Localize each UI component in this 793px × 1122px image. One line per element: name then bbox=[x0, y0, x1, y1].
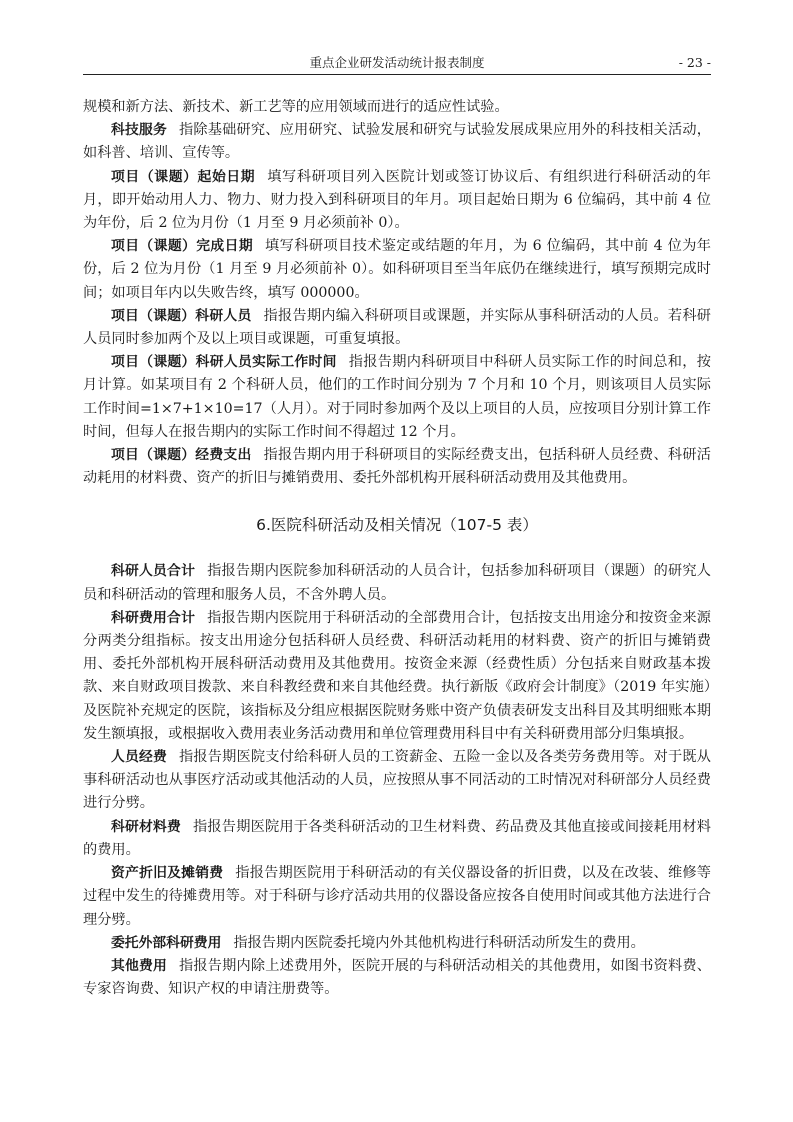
definition-term: 资产折旧及摊销费 bbox=[111, 865, 224, 882]
definition-term: 项目（课题）完成日期 bbox=[111, 238, 254, 255]
definition-term: 科研材料费 bbox=[111, 818, 182, 835]
definition-term: 项目（课题）科研人员实际工作时间 bbox=[111, 354, 337, 371]
definition-text: 填写科研项目列入医院计划或签订协议后、有组织进行科研活动的年月，即开始动用人力、物力、财力投入到科研项目的年月。项目起始日期为 6 位编码，其中前 4 位为年份，后 2 位为月份（1 月至 9 月必须前补 0）。 bbox=[83, 168, 711, 232]
page-header bbox=[83, 54, 711, 72]
definition-text: 指报告期内医院用于科研活动的全部费用合计，包括按支出用途分和按资金来源分两类分组指标。按支出用途分包括科研人员经费、科研活动耗用的材料费、资产的折旧与摊销费用、委托外部机构开展科研活动费用及其他费用。按资金来源（经费性质）分包括来自财政基本拨款、来自财政项目拨款、来自科教经费和来自其他经费。执行新版《政府会计制度》（2019 年实施）及医院补充规定的医院，该指标及分组应根据医院财务账中资产负债表研发支出科目及其明细账本期发生额填报，或根据收入费用表业务活动费用和单位管理费用科目中有关科研费用部分归集填报。 bbox=[83, 609, 711, 742]
definition-text: 指报告期内编入科研项目或课题，并实际从事科研活动的人员。若科研人员同时参加两个及以上项目或课题，可重复填报。 bbox=[83, 307, 711, 348]
definition-paragraph bbox=[83, 862, 711, 932]
definition-term: 项目（课题）经费支出 bbox=[111, 447, 252, 464]
definition-text: 指除基础研究、应用研究、试验发展和研究与试验发展成果应用外的科技相关活动，如科普、培训、宣传等。 bbox=[83, 122, 711, 162]
definition-paragraph bbox=[83, 816, 711, 862]
page-number: - 23 - bbox=[678, 55, 711, 70]
definition-term: 科研费用合计 bbox=[111, 609, 196, 626]
definition-paragraph bbox=[83, 932, 711, 955]
definition-term: 科技服务 bbox=[111, 122, 167, 139]
definition-term: 项目（课题）科研人员 bbox=[111, 307, 252, 324]
definition-text: 指报告期内医院委托境内外其他机构进行科研活动所发生的费用。 bbox=[233, 934, 645, 951]
definition-paragraph bbox=[83, 351, 711, 444]
definition-paragraph bbox=[83, 444, 711, 490]
definition-text: 指报告期医院用于各类科研活动的卫生材料费、药品费及其他直接或间接耗用材料的费用。 bbox=[83, 818, 711, 858]
definition-term: 项目（课题）起始日期 bbox=[111, 168, 256, 185]
definition-term: 科研人员合计 bbox=[111, 563, 196, 580]
definition-term: 委托外部科研费用 bbox=[111, 934, 222, 951]
definition-text: 指报告期医院支付给科研人员的工资薪金、五险一金以及各类劳务费用等。对于既从事科研活动也从事医疗活动或其他活动的人员，应按照从事不同活动的工时情况对科研部分人员经费进行分劈。 bbox=[83, 749, 711, 812]
header-rule bbox=[83, 74, 711, 75]
definition-paragraph bbox=[83, 746, 711, 816]
definition-paragraph bbox=[83, 119, 711, 165]
definition-paragraph bbox=[83, 560, 711, 606]
header-title: 重点企业研发活动统计报表制度 bbox=[309, 55, 485, 70]
document-body bbox=[83, 96, 711, 1001]
definition-text: 指报告期内用于科研项目的实际经费支出，包括科研人员经费、科研活动耗用的材料费、资产的折旧与摊销费用、委托外部机构开展科研活动费用及其他费用。 bbox=[83, 447, 711, 487]
definition-text: 指报告期内医院参加科研活动的人员合计，包括参加科研项目（课题）的研究人员和科研活动的管理和服务人员，不含外聘人员。 bbox=[83, 563, 711, 603]
continuation-paragraph: 规模和新方法、新技术、新工艺等的应用领域而进行的适应性试验。 bbox=[83, 99, 509, 115]
definition-paragraph bbox=[83, 305, 711, 351]
definition-text: 指报告期内科研项目中科研人员实际工作的时间总和，按月计算。如某项目有 2 个科研人员，他们的工作时间分别为 7 个月和 10 个月，则该项目人员实际工作时间=1×7+1×10=17（人月）。对于同时参加两个及以上项目的人员，应按项目分别计算工作时间，但每人在报告期内的实际工作时间不得超过 12 个月。 bbox=[83, 354, 711, 440]
definition-paragraph bbox=[83, 235, 711, 305]
definition-term: 其他费用 bbox=[111, 957, 167, 974]
definition-text: 指报告期内除上述费用外，医院开展的与科研活动相关的其他费用，如图书资料费、专家咨询费、知识产权的申请注册费等。 bbox=[83, 957, 711, 998]
definition-paragraph bbox=[83, 607, 711, 746]
definition-paragraph bbox=[83, 955, 711, 1001]
definition-term: 人员经费 bbox=[111, 749, 167, 766]
definition-paragraph bbox=[83, 166, 711, 236]
definition-text: 填写科研项目技术鉴定或结题的年月，为 6 位编码，其中前 4 位为年份，后 2 位为月份（1 月至 9 月必须前补 0）。如科研项目至当年底仍在继续进行，填写预期完成时间；如项目年内以失败告终，填写 000000。 bbox=[83, 238, 711, 301]
section-heading: 6.医院科研活动及相关情况（107-5 表） bbox=[256, 516, 538, 535]
definition-text: 指报告期医院用于科研活动的有关仪器设备的折旧费，以及在改装、维修等过程中发生的待摊费用等。对于科研与诊疗活动共用的仪器设备应按各自使用时间或其他方法进行合理分劈。 bbox=[83, 865, 711, 928]
